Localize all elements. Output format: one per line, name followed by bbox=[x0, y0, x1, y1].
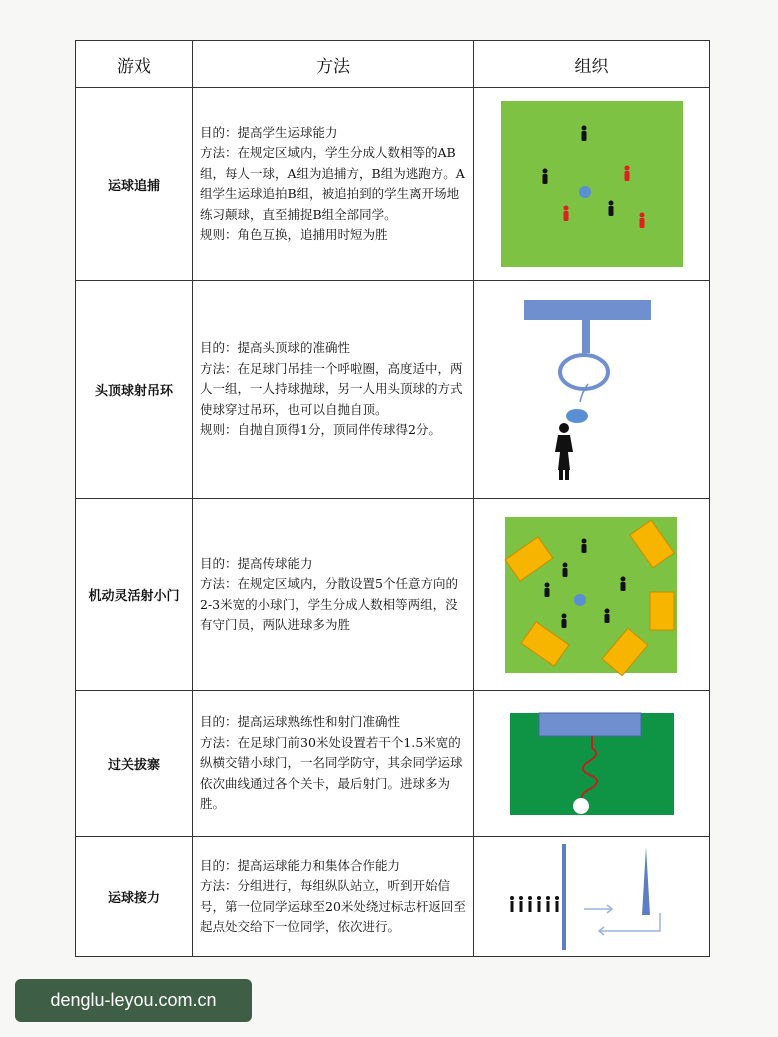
table-row bbox=[76, 499, 710, 691]
goal-text: 目的：提高传球能力 bbox=[200, 555, 313, 571]
game-method bbox=[193, 499, 474, 691]
goal-crossbar bbox=[524, 300, 651, 320]
return-arrow bbox=[600, 913, 660, 931]
header-method: 方法 bbox=[193, 41, 474, 88]
marker-pole-icon bbox=[642, 847, 650, 915]
goal-text: 目的：提高运球能力和集体合作能力 bbox=[200, 857, 401, 873]
game-method bbox=[193, 837, 474, 957]
header-game: 游戏 bbox=[76, 41, 193, 88]
game-method bbox=[193, 691, 474, 837]
game-method bbox=[193, 88, 474, 281]
diagram-cell bbox=[474, 281, 710, 499]
goal-text: 目的：提高学生运球能力 bbox=[200, 124, 338, 140]
player-icon bbox=[624, 166, 629, 182]
ball-path-arrow bbox=[580, 384, 588, 402]
method-text: 方法：分组进行，每组纵队站立，听到开始信号，第一位同学运球至20米处绕过标志杆返回至起点处交给下一位同学，依次进行。 bbox=[200, 878, 466, 934]
small-goals-diagram bbox=[502, 514, 682, 676]
start-line bbox=[562, 844, 566, 950]
dribble-gates-diagram bbox=[508, 712, 676, 816]
player-icon bbox=[604, 608, 609, 623]
player-icon bbox=[562, 562, 567, 577]
ball-icon bbox=[566, 409, 588, 423]
table-row bbox=[76, 281, 710, 499]
players-queue-icon bbox=[510, 896, 559, 912]
table-row bbox=[76, 88, 710, 281]
table-row bbox=[76, 837, 710, 957]
game-name: 运球追捕 bbox=[76, 88, 193, 281]
method-text: 方法：在足球门前30米处设置若干个1.5米宽的纵横交错小球门，一名同学防守，其余同学运球依次曲线通过各个关卡，最后射门。进球多为胜。 bbox=[200, 734, 463, 812]
player-icon bbox=[563, 206, 568, 222]
header-organization: 组织 bbox=[474, 41, 710, 88]
games-table bbox=[75, 40, 710, 957]
goal-text: 目的：提高运球熟练性和射门准确性 bbox=[200, 714, 401, 730]
rule-text: 规则：角色互换，追捕用时短为胜 bbox=[200, 227, 388, 242]
player-icon bbox=[581, 538, 586, 553]
method-text: 方法：在规定区域内，分散设置5个任意方向的2-3米宽的小球门，学生分成人数相等两组，没有守门员，两队进球多为胜 bbox=[200, 576, 458, 632]
hoop-rope bbox=[582, 320, 590, 353]
small-goal bbox=[650, 592, 674, 630]
player-icon bbox=[544, 582, 549, 597]
player-icon bbox=[608, 201, 613, 217]
goal-box bbox=[539, 713, 641, 736]
diagram-cell bbox=[474, 837, 710, 957]
game-name: 过关拔寨 bbox=[76, 691, 193, 837]
game-name: 头顶球射吊环 bbox=[76, 281, 193, 499]
header-hoop-diagram bbox=[522, 292, 662, 488]
table-row bbox=[76, 691, 710, 837]
player-icon bbox=[542, 169, 547, 185]
player-icon bbox=[561, 613, 566, 628]
game-name: 运球接力 bbox=[76, 837, 193, 957]
method-text: 方法：在规定区域内，学生分成人数相等的AB组，每人一球，A组为追捕方，B组为逃跑方。A组学生运球追拍B组，被追拍到的学生离开场地练习颠球，直至捕捉B组全部同学。 bbox=[200, 145, 465, 222]
diagram-cell bbox=[474, 88, 710, 281]
method-text: 方法：在足球门吊挂一个呼啦圈，高度适中，两人一组，一人持球抛球，另一人用头顶球的方式使球穿过吊环，也可以自抛自顶。 bbox=[200, 360, 463, 417]
field bbox=[501, 101, 683, 267]
ball-icon bbox=[574, 594, 586, 606]
dribble-chase-diagram bbox=[497, 98, 687, 270]
rule-text: 规则：自抛自顶得1分，顶同伴传球得2分。 bbox=[200, 422, 441, 438]
ball-icon bbox=[573, 798, 589, 814]
relay-diagram bbox=[508, 841, 676, 953]
goal-text: 目的：提高头顶球的准确性 bbox=[200, 340, 351, 356]
ball-icon bbox=[579, 186, 591, 198]
hoop-ring bbox=[560, 355, 608, 389]
game-name: 机动灵活射小门 bbox=[76, 499, 193, 691]
diagram-cell bbox=[474, 499, 710, 691]
header-row bbox=[76, 41, 710, 88]
player-icon bbox=[620, 576, 625, 591]
watermark-badge: denglu-leyou.com.cn bbox=[15, 979, 252, 1022]
diagram-cell bbox=[474, 691, 710, 837]
player-icon bbox=[581, 126, 586, 142]
player-icon bbox=[639, 213, 644, 229]
game-method bbox=[193, 281, 474, 499]
person-icon bbox=[555, 423, 573, 480]
